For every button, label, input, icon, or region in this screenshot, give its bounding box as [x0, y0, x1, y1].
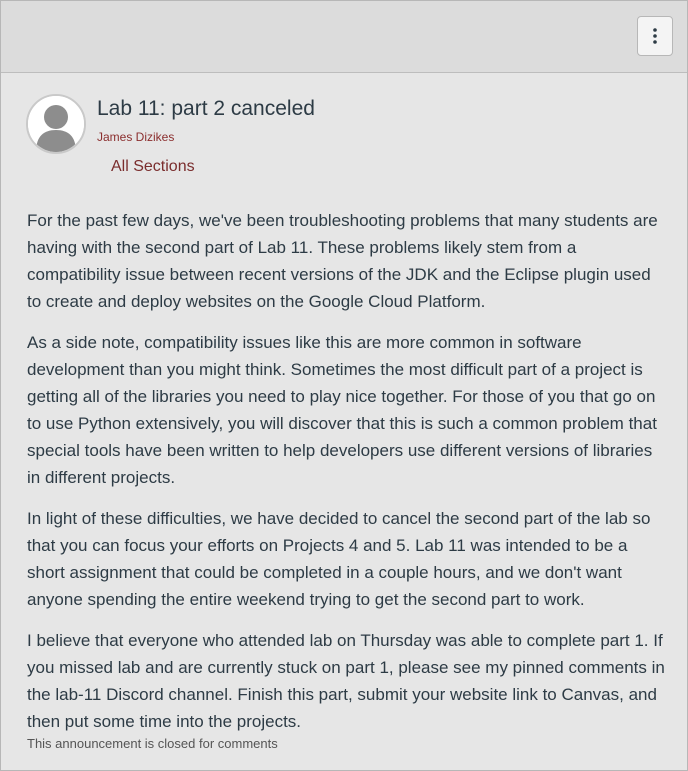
sections-label: All Sections: [111, 158, 195, 175]
body-paragraph: As a side note, compatibility issues like this are more common in software development than you might think. Sometimes the most difficult part of a project is getting all of the libraries you need to play nice together. For those of you that go on to use Python extensively, you will discover that this is such a common problem that special tools have been written to help developers use different versions of libraries in different projects.: [27, 333, 657, 487]
body-paragraph: In light of these difficulties, we have decided to cancel the second part of the lab so that you can focus your efforts on Projects 4 and 5. Lab 11 was intended to be a short assignment that could be completed in a couple hours, and we don't want anyone spending the entire weekend trying to get the second part to work.: [27, 509, 651, 609]
author-avatar[interactable]: [26, 94, 86, 154]
body-paragraph: I believe that everyone who attended lab on Thursday was able to complete part 1. If you missed lab and are currently stuck on part 1, please see my pinned comments in the lab-11 Discord channel. Finish this part, submit your website link to Canvas, and then put some time into the projects.: [27, 631, 665, 731]
announcement-title: Lab 11: part 2 canceled: [97, 97, 315, 120]
body-paragraph: For the past few days, we've been troubleshooting problems that many students are having with the second part of Lab 11. These problems likely stem from a compatibility issue between recent versions of the JDK and the Eclipse plugin used to create and deploy websites on the Google Cloud Platform.: [27, 211, 658, 311]
comments-closed-note: This announcement is closed for comments: [27, 736, 278, 751]
announcement-body: [27, 207, 667, 749]
user-silhouette-icon: [28, 96, 84, 152]
author-link[interactable]: James Dizikes: [97, 130, 175, 144]
announcement-toolbar: [1, 1, 687, 73]
more-options-button[interactable]: [637, 16, 673, 56]
kebab-menu-icon: [652, 27, 658, 45]
